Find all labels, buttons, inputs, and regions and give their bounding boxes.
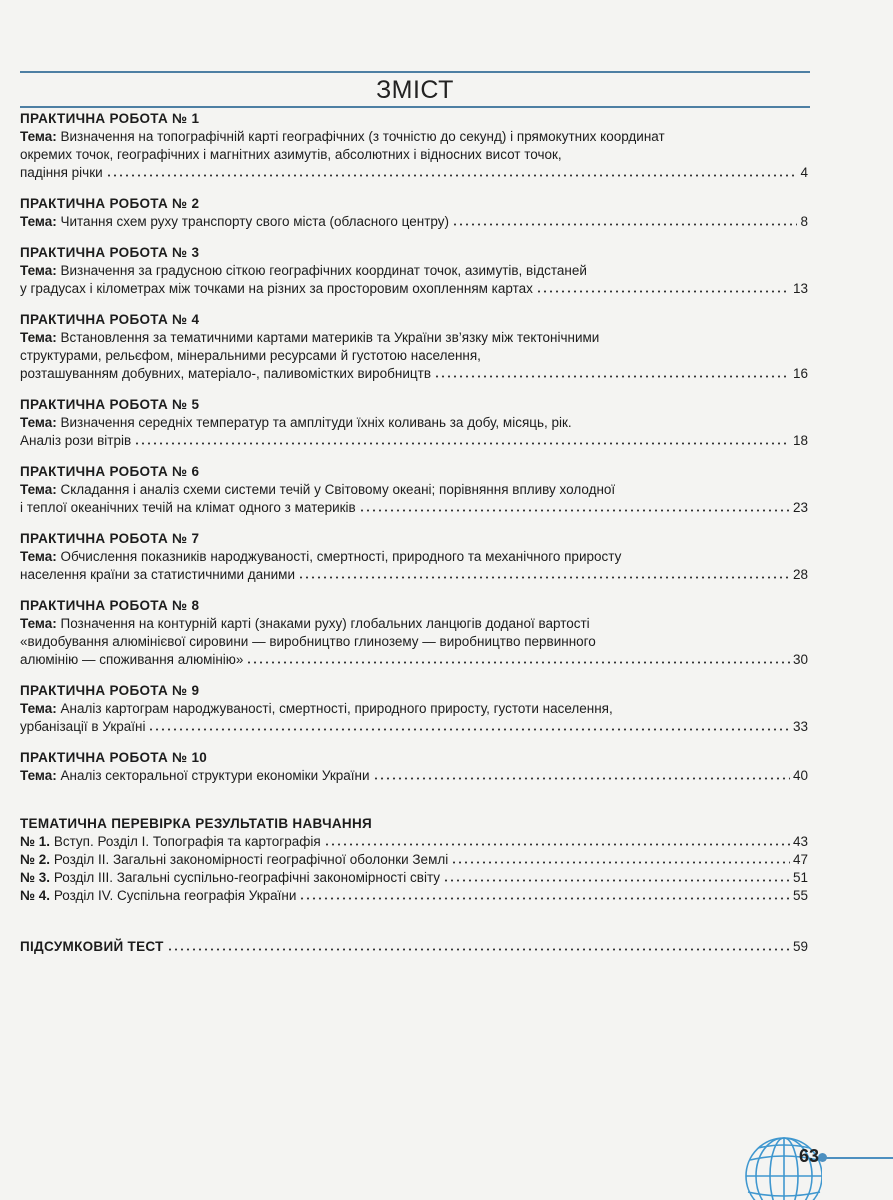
toc-check-row[interactable] <box>20 833 808 851</box>
toc-entry-work-7 <box>20 530 808 584</box>
work-topic-line <box>20 615 808 633</box>
topic-text: Визначення на топографічній карті географічних (з точністю до секунд) і прямокутних координат <box>60 129 665 144</box>
work-topic-line <box>20 414 808 432</box>
topic-text: розташуванням добувних, матеріало-, паливомістких виробництв <box>20 366 431 381</box>
dot-leader <box>434 367 790 378</box>
toc-check-row[interactable] <box>20 869 808 887</box>
topic-text: Аналіз секторальної структури економіки України <box>60 768 370 783</box>
tema-label: Тема: <box>20 701 57 716</box>
tema-label: Тема: <box>20 482 57 497</box>
toc-leader-row[interactable] <box>20 718 808 736</box>
work-topic-line: окремих точок, географічних і магнітних азимутів, абсолютних і відносних висот точок, <box>20 147 562 162</box>
work-topic-line: структурами, рельєфом, мінеральними ресурсами й густотою населення, <box>20 348 481 363</box>
topic-text: падіння річки <box>20 165 103 180</box>
toc-entry-work-4 <box>20 311 808 383</box>
topic-text: Встановлення за тематичними картами материків та України зв’язку між тектонічними <box>60 330 600 345</box>
toc-entry-work-6 <box>20 463 808 517</box>
dot-leader <box>246 653 790 664</box>
toc-leader-row[interactable] <box>20 566 808 584</box>
dot-leader <box>167 940 790 951</box>
topic-text: Читання схем руху транспорту свого міста (обласного центру) <box>60 214 449 229</box>
topic-text: Складання і аналіз схеми системи течій у Світовому океані; порівняння впливу холодної <box>60 482 616 497</box>
toc-leader-row[interactable] <box>20 432 808 450</box>
work-topic-line <box>20 481 808 499</box>
toc-leader-row[interactable] <box>20 164 808 182</box>
work-heading: ПРАКТИЧНА РОБОТА № 10 <box>20 750 208 765</box>
toc-check-row[interactable] <box>20 887 808 905</box>
page-ref: 33 <box>792 719 808 734</box>
page-ref: 51 <box>792 870 808 885</box>
toc-entry-work-9 <box>20 682 808 736</box>
tema-label: Тема: <box>20 214 57 229</box>
dot-leader <box>299 889 790 900</box>
page-number: 63 <box>798 1146 819 1166</box>
tema-label: Тема: <box>20 616 57 631</box>
toc-entry-work-1 <box>20 110 808 182</box>
topic-text: і теплої океанічних течій на клімат одного з материків <box>20 500 356 515</box>
page-ref: 8 <box>800 214 808 229</box>
checks-list <box>20 833 808 905</box>
work-topic-line <box>20 329 808 347</box>
work-heading: ПРАКТИЧНА РОБОТА № 5 <box>20 397 200 412</box>
page-ref: 40 <box>792 768 808 783</box>
page-ref: 47 <box>792 852 808 867</box>
page-marker-line <box>824 1157 893 1159</box>
page-ref: 23 <box>792 500 808 515</box>
topic-text: Обчислення показників народжуваності, смертності, природного та механічного приросту <box>60 549 622 564</box>
tema-label: Тема: <box>20 129 57 144</box>
toc-entry-work-2 <box>20 195 808 231</box>
dot-leader <box>148 720 790 731</box>
page-ref: 43 <box>792 834 808 849</box>
dot-leader <box>373 769 790 780</box>
tema-label: Тема: <box>20 330 57 345</box>
tema-label: Тема: <box>20 415 57 430</box>
topic-text: населення країни за статистичними даними <box>20 567 295 582</box>
work-heading: ПРАКТИЧНА РОБОТА № 3 <box>20 245 200 260</box>
page-ref: 28 <box>792 567 808 582</box>
final-test-label: ПІДСУМКОВИЙ ТЕСТ <box>20 939 164 954</box>
work-heading: ПРАКТИЧНА РОБОТА № 9 <box>20 683 200 698</box>
toc-check-row[interactable] <box>20 851 808 869</box>
work-heading: ПРАКТИЧНА РОБОТА № 8 <box>20 598 200 613</box>
page-ref: 13 <box>792 281 808 296</box>
tema-label: Тема: <box>20 768 57 783</box>
work-topic-line <box>20 700 808 718</box>
dot-leader <box>443 871 790 882</box>
page-ref: 30 <box>792 652 808 667</box>
toc-entry-work-5 <box>20 396 808 450</box>
tema-label: Тема: <box>20 549 57 564</box>
dot-leader <box>359 501 790 512</box>
topic-text: Позначення на контурній карті (знаками руху) глобальних ланцюгів доданої вартості <box>60 616 590 631</box>
topic-text: Визначення за градусною сіткою географічних координат точок, азимутів, відстаней <box>60 263 587 278</box>
check-number: № 2. <box>20 852 51 867</box>
check-title: Розділ ІІ. Загальні закономірності географічної оболонки Землі <box>53 852 449 867</box>
toc-leader-row[interactable] <box>20 365 808 383</box>
work-heading: ПРАКТИЧНА РОБОТА № 1 <box>20 111 200 126</box>
toc-leader-row[interactable] <box>20 213 808 231</box>
page-title: ЗМІСТ <box>376 76 454 104</box>
check-number: № 1. <box>20 834 51 849</box>
toc-entry-work-3 <box>20 244 808 298</box>
dot-leader <box>324 835 790 846</box>
toc-final-test-row[interactable] <box>20 938 808 956</box>
checks-heading: ТЕМАТИЧНА ПЕРЕВІРКА РЕЗУЛЬТАТІВ НАВЧАННЯ <box>20 816 373 831</box>
toc-leader-row[interactable] <box>20 767 808 785</box>
work-heading: ПРАКТИЧНА РОБОТА № 7 <box>20 531 200 546</box>
toc-entry-work-10 <box>20 749 808 785</box>
topic-text: урбанізації в Україні <box>20 719 146 734</box>
topic-text: алюмінію — споживання алюмінію» <box>20 652 244 667</box>
dot-leader <box>134 434 790 445</box>
dot-leader <box>451 853 790 864</box>
toc-leader-row[interactable] <box>20 499 808 517</box>
work-topic-line <box>20 128 808 146</box>
title-rule-bottom <box>20 106 810 108</box>
check-number: № 3. <box>20 870 51 885</box>
work-heading: ПРАКТИЧНА РОБОТА № 4 <box>20 312 200 327</box>
check-title: Розділ IV. Суспільна географія України <box>53 888 297 903</box>
topic-text: Аналіз рози вітрів <box>20 433 132 448</box>
toc <box>20 110 808 956</box>
work-topic-line <box>20 262 808 280</box>
check-number: № 4. <box>20 888 51 903</box>
page-ref: 18 <box>792 433 808 448</box>
work-topic-line: «видобування алюмінієвої сировини — виробництво глинозему — виробництво первинного <box>20 634 596 649</box>
dot-leader <box>536 282 790 293</box>
page-ref: 59 <box>792 939 808 954</box>
check-title: Вступ. Розділ І. Топографія та картографія <box>53 834 321 849</box>
topic-text: Аналіз картограм народжуваності, смертності, природного приросту, густоти населення, <box>60 701 613 716</box>
toc-entry-work-8 <box>20 597 808 669</box>
tema-label: Тема: <box>20 263 57 278</box>
topic-text: Визначення середніх температур та амплітуди їхніх коливань за добу, місяць, рік. <box>60 415 572 430</box>
title-rule-top <box>20 71 810 73</box>
topic-text: у градусах і кілометрах між точками на різних за просторовим охопленням картах <box>20 281 533 296</box>
dot-leader <box>452 215 798 226</box>
dot-leader <box>298 568 790 579</box>
work-heading: ПРАКТИЧНА РОБОТА № 2 <box>20 196 200 211</box>
check-title: Розділ ІІІ. Загальні суспільно-географічні закономірності світу <box>53 870 441 885</box>
page-ref: 4 <box>800 165 808 180</box>
work-topic-line <box>20 548 808 566</box>
toc-leader-row[interactable] <box>20 651 808 669</box>
page-ref: 55 <box>792 888 808 903</box>
toc-leader-row[interactable] <box>20 280 808 298</box>
work-heading: ПРАКТИЧНА РОБОТА № 6 <box>20 464 200 479</box>
page-ref: 16 <box>792 366 808 381</box>
dot-leader <box>106 166 798 177</box>
